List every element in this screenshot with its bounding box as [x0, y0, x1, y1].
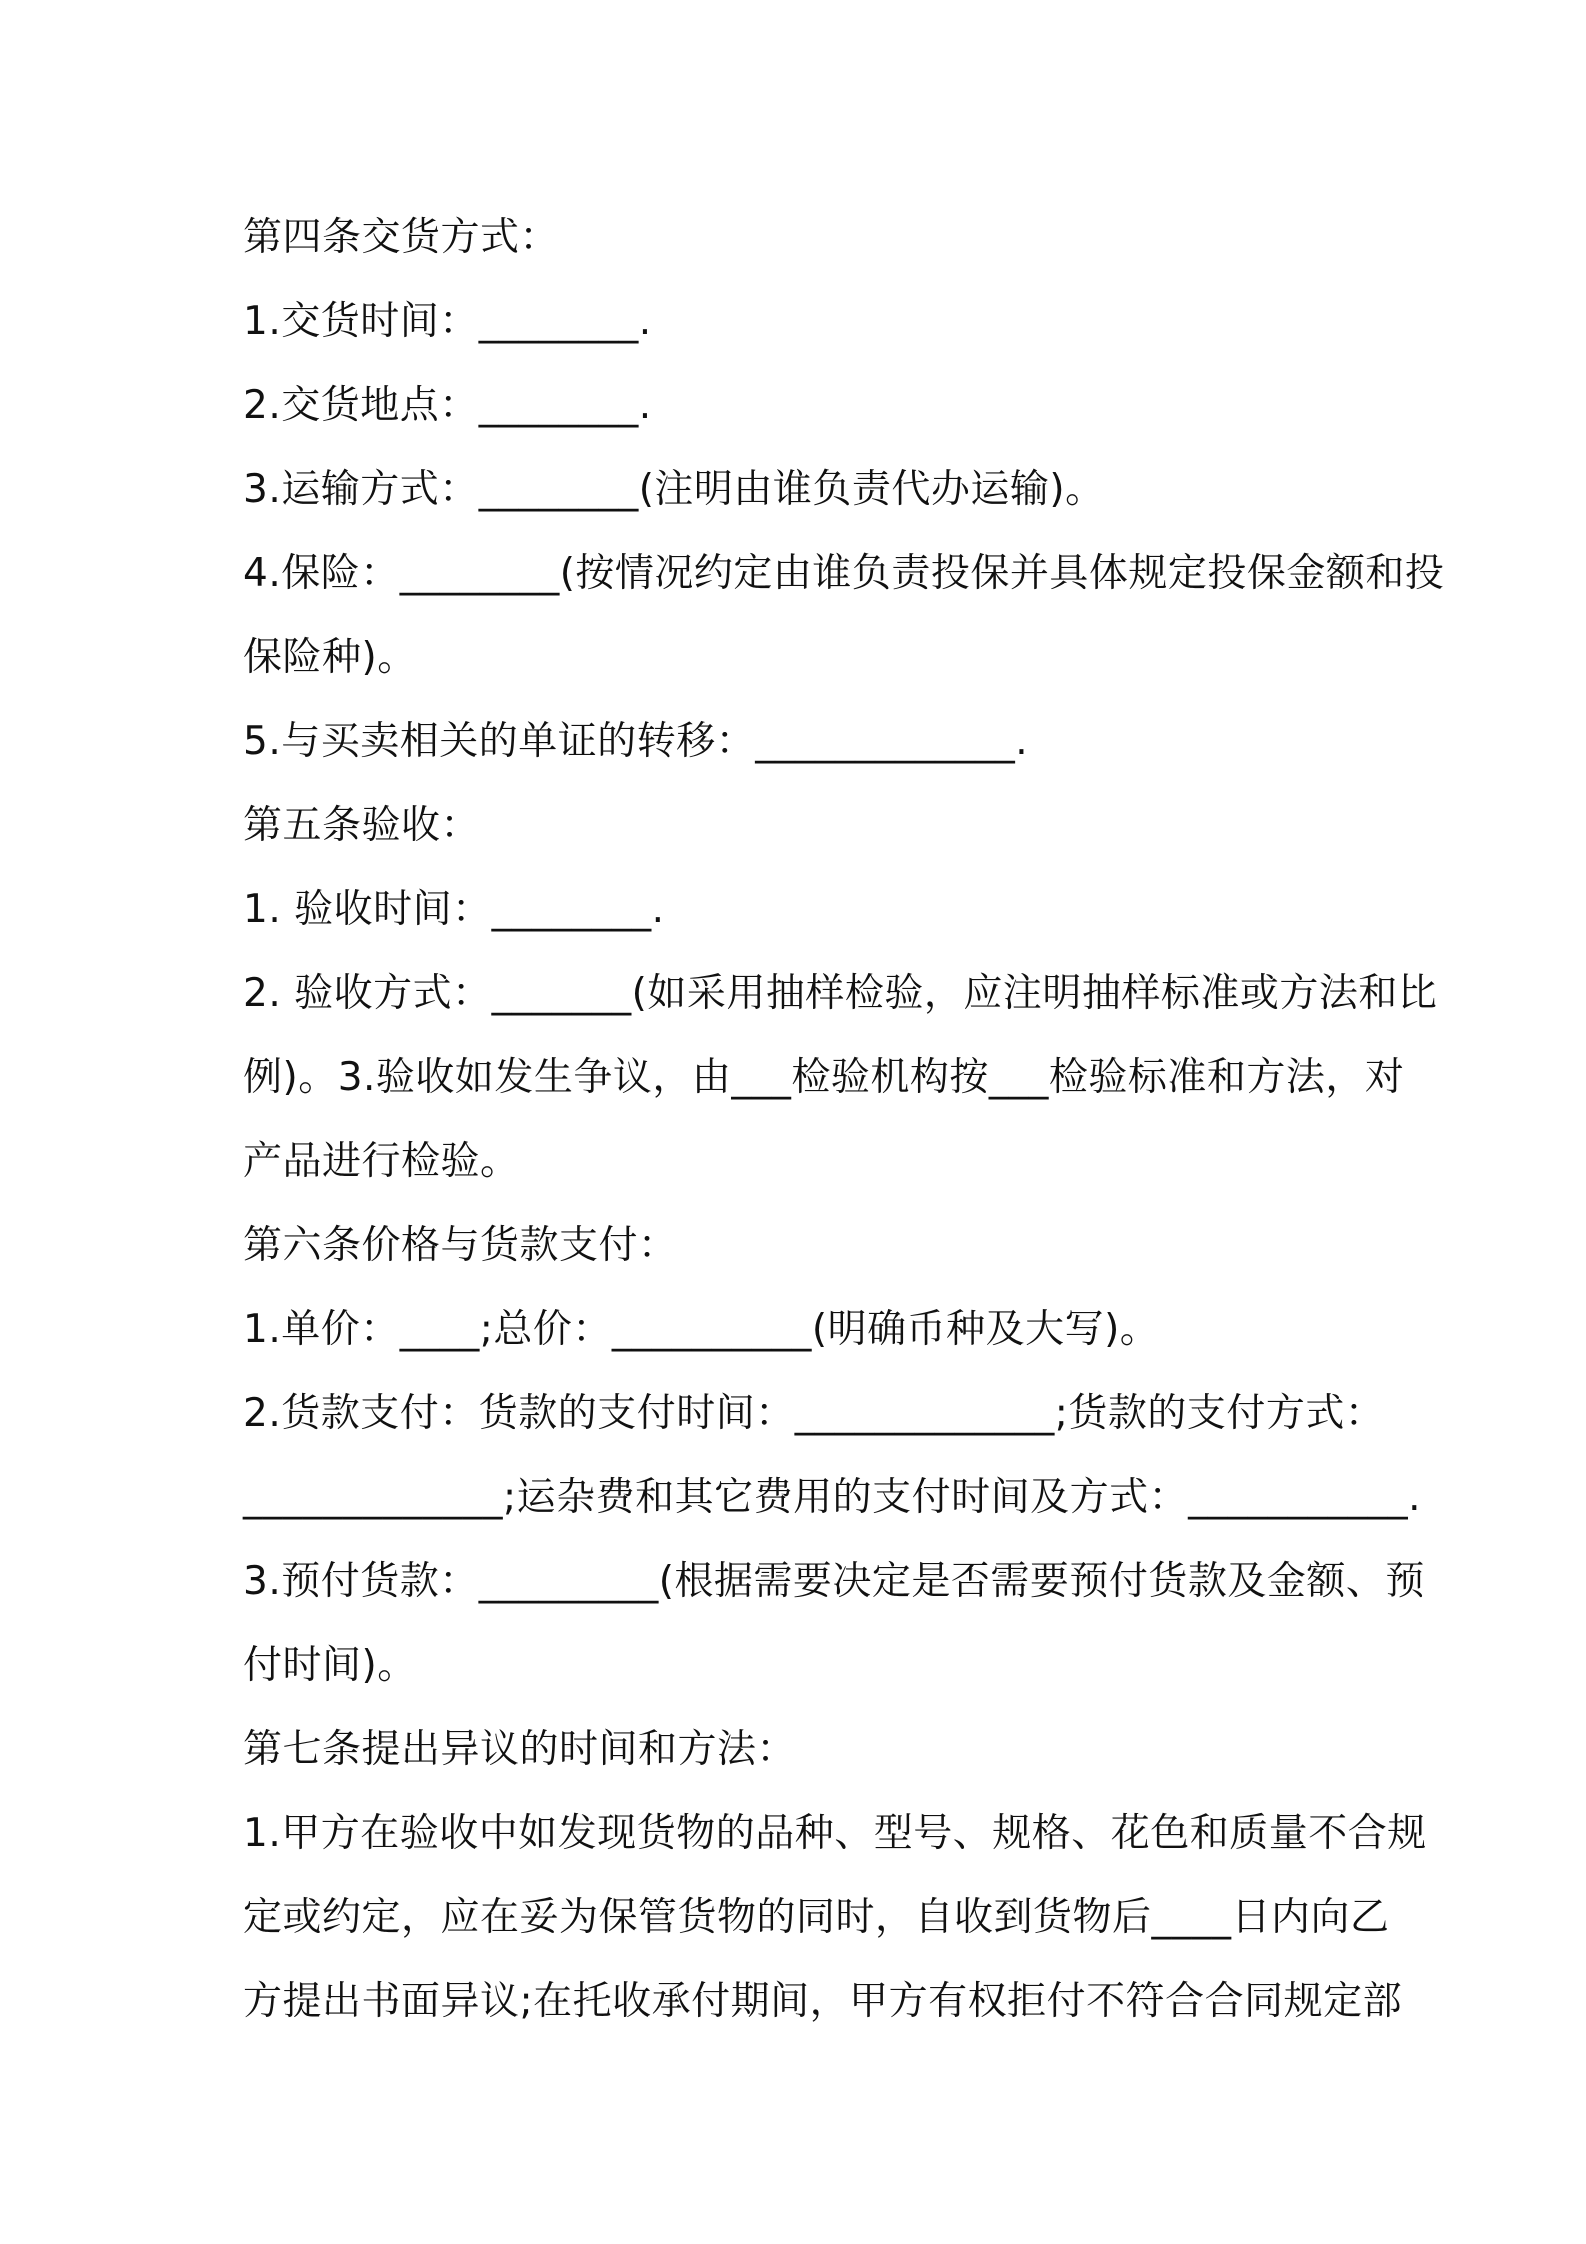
paragraph-line: 2.货款支付：货款的支付时间：_____________;货款的支付方式： [243, 1391, 1385, 1436]
section-heading-article-6: 第六条价格与货款支付： [243, 1223, 678, 1268]
paragraph-line: 1.单价：____;总价：__________(明确币种及大写)。 [243, 1307, 1160, 1352]
paragraph-line: 产品进行检验。 [243, 1139, 520, 1184]
paragraph-line: 例)。3.验收如发生争议，由___检验机构按___检验标准和方法，对 [243, 1055, 1405, 1100]
paragraph-line: 2.交货地点：________. [243, 383, 652, 428]
paragraph-line: 定或约定，应在妥为保管货物的同时，自收到货物后____日内向乙 [243, 1895, 1390, 1940]
section-heading-article-7: 第七条提出异议的时间和方法： [243, 1727, 797, 1772]
paragraph-line: 付时间)。 [243, 1643, 417, 1688]
paragraph-line: 1.交货时间：________. [243, 299, 652, 344]
paragraph-line: 3.预付货款：_________(根据需要决定是否需要预付货款及金额、预 [243, 1559, 1425, 1604]
paragraph-line: 1.甲方在验收中如发现货物的品种、型号、规格、花色和质量不合规 [243, 1811, 1427, 1856]
paragraph-line: 5.与买卖相关的单证的转移：_____________. [243, 719, 1029, 764]
paragraph-line: 4.保险：________(按情况约定由谁负责投保并具体规定投保金额和投 [243, 551, 1445, 596]
paragraph-line: _____________;运杂费和其它费用的支付时间及方式：___________. [243, 1475, 1422, 1520]
paragraph-line: 2. 验收方式：_______(如采用抽样检验，应注明抽样标准或方法和比 [243, 971, 1438, 1016]
paragraph-line: 保险种)。 [243, 635, 417, 680]
paragraph-line: 方提出书面异议;在托收承付期间，甲方有权拒付不符合合同规定部 [243, 1979, 1403, 2024]
document-body [243, 196, 1445, 2044]
section-heading-article-5: 第五条验收： [243, 803, 481, 848]
paragraph-line: 1. 验收时间：________. [243, 887, 665, 932]
paragraph-line: 3.运输方式：________(注明由谁负责代办运输)。 [243, 467, 1105, 512]
section-heading-article-4: 第四条交货方式： [243, 215, 560, 260]
